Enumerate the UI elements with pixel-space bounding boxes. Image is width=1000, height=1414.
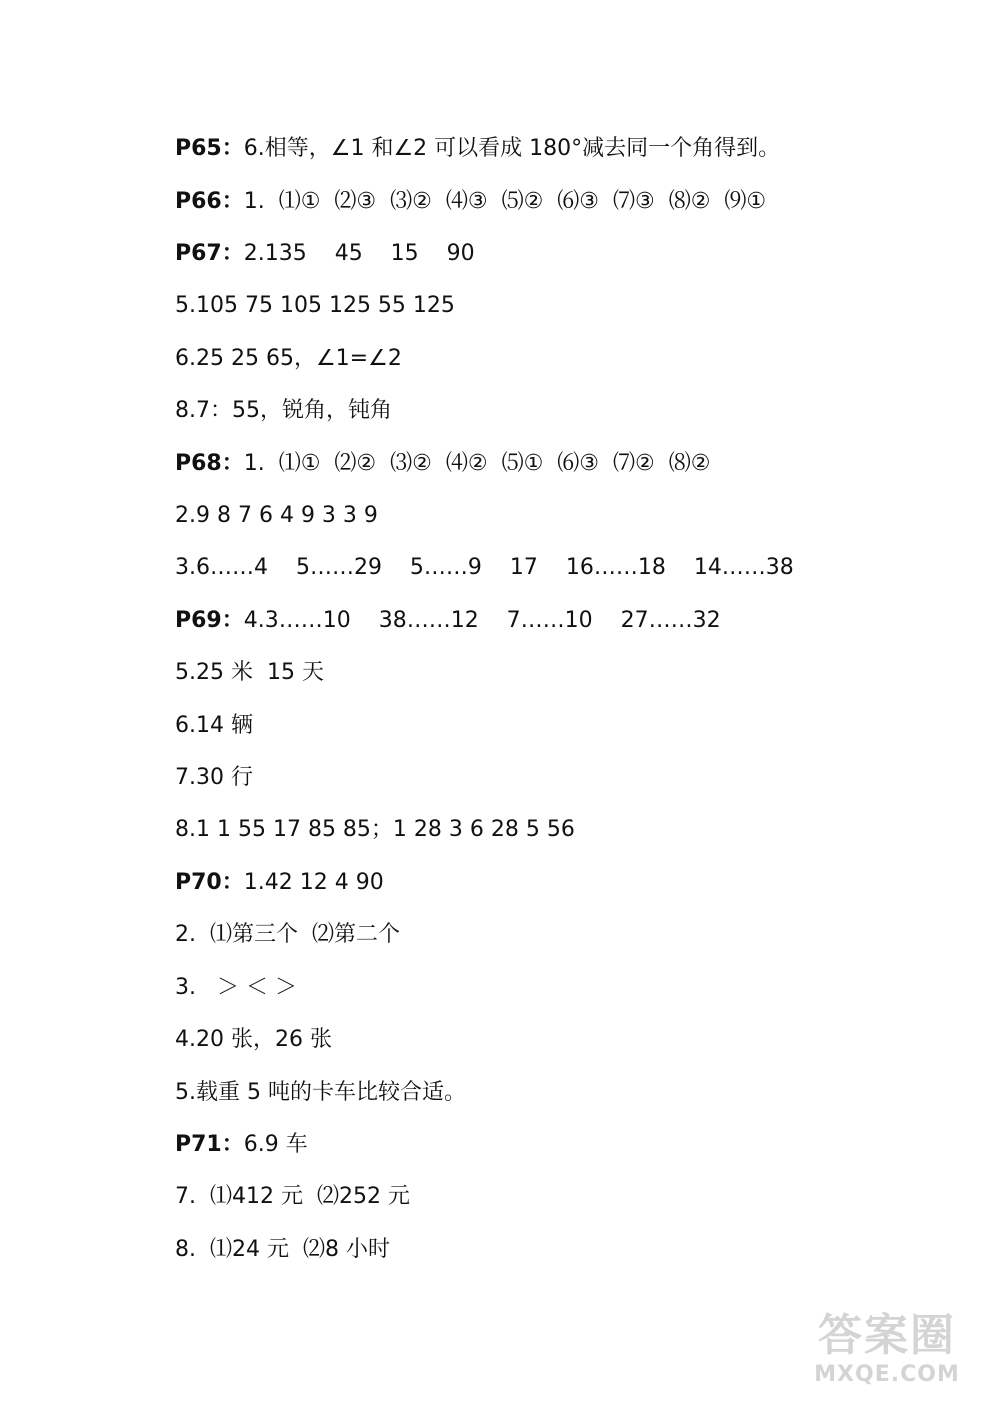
watermark-url: MXQE.COM: [814, 1362, 960, 1387]
answer-text: 5.载重 5 吨的卡车比较合适。: [175, 1080, 466, 1105]
answer-line: [175, 501, 378, 531]
answer-text: 4.20 张，26 张: [175, 1027, 332, 1052]
page-label: P68：: [175, 451, 244, 476]
answer-line: [175, 815, 575, 845]
answer-text: 3.6……4 5……29 5……9 17 16……18 14……38: [175, 555, 794, 580]
answer-line: [175, 973, 297, 1003]
watermark-title: 答案圈: [818, 1310, 956, 1361]
answer-text: 6.9 车: [243, 1132, 308, 1157]
answer-line: [175, 344, 402, 374]
page-label: P66：: [175, 189, 244, 214]
answer-text: 5.25 米 15 天: [175, 660, 324, 685]
answer-text: 4.3……10 38……12 7……10 27……32: [243, 608, 721, 633]
answer-text: 2.135 45 15 90: [243, 241, 475, 266]
answer-line: [175, 396, 392, 426]
answer-text: 1.42 12 4 90: [243, 870, 384, 895]
answer-line: [175, 763, 253, 793]
answer-line: [175, 291, 455, 321]
answer-text: 7.30 行: [175, 765, 253, 790]
answer-text: 6.25 25 65，∠1=∠2: [175, 346, 402, 371]
answer-line: [175, 1235, 390, 1265]
answer-text: 1. ⑴① ⑵② ⑶② ⑷② ⑸① ⑹③ ⑺② ⑻②: [243, 451, 711, 476]
answer-line: [175, 658, 324, 688]
answer-text: 2. ⑴第三个 ⑵第二个: [175, 922, 400, 947]
page-label: P71：: [175, 1132, 244, 1157]
answer-text: 8. ⑴24 元 ⑵8 小时: [175, 1237, 390, 1262]
answer-line-p65: [175, 134, 780, 164]
answer-text: 8.7：55，锐角，钝角: [175, 398, 392, 423]
page-label: P69：: [175, 608, 244, 633]
answer-line: [175, 553, 794, 583]
answer-line-p70: [175, 868, 384, 898]
answer-line-p68: [175, 449, 710, 479]
answer-line: [175, 920, 400, 950]
answer-text: 7. ⑴412 元 ⑵252 元: [175, 1184, 410, 1209]
answer-text: 2.9 8 7 6 4 9 3 3 9: [175, 503, 378, 528]
answer-text: 5.105 75 105 125 55 125: [175, 293, 455, 318]
answer-line: [175, 1078, 466, 1108]
answer-text: 6.相等，∠1 和∠2 可以看成 180°减去同一个角得到。: [243, 136, 781, 161]
answer-line: [175, 1025, 332, 1055]
answer-line-p67: [175, 239, 475, 269]
answer-line-p66: [175, 187, 766, 217]
page-label: P67：: [175, 241, 244, 266]
answer-text: 6.14 辆: [175, 713, 253, 738]
page-label: P70：: [175, 870, 244, 895]
answer-text: 1. ⑴① ⑵③ ⑶② ⑷③ ⑸② ⑹③ ⑺③ ⑻② ⑼①: [243, 189, 767, 214]
answer-line-p71: [175, 1130, 308, 1160]
answer-text: 3. ＞ ＜ ＞: [175, 975, 297, 1000]
answer-line: [175, 711, 253, 741]
answer-text: 8.1 1 55 17 85 85；1 28 3 6 28 5 56: [175, 817, 575, 842]
page-label: P65：: [175, 136, 244, 161]
answer-line-p69: [175, 606, 721, 636]
watermark-logo: [792, 1310, 982, 1400]
answer-line: [175, 1182, 410, 1212]
